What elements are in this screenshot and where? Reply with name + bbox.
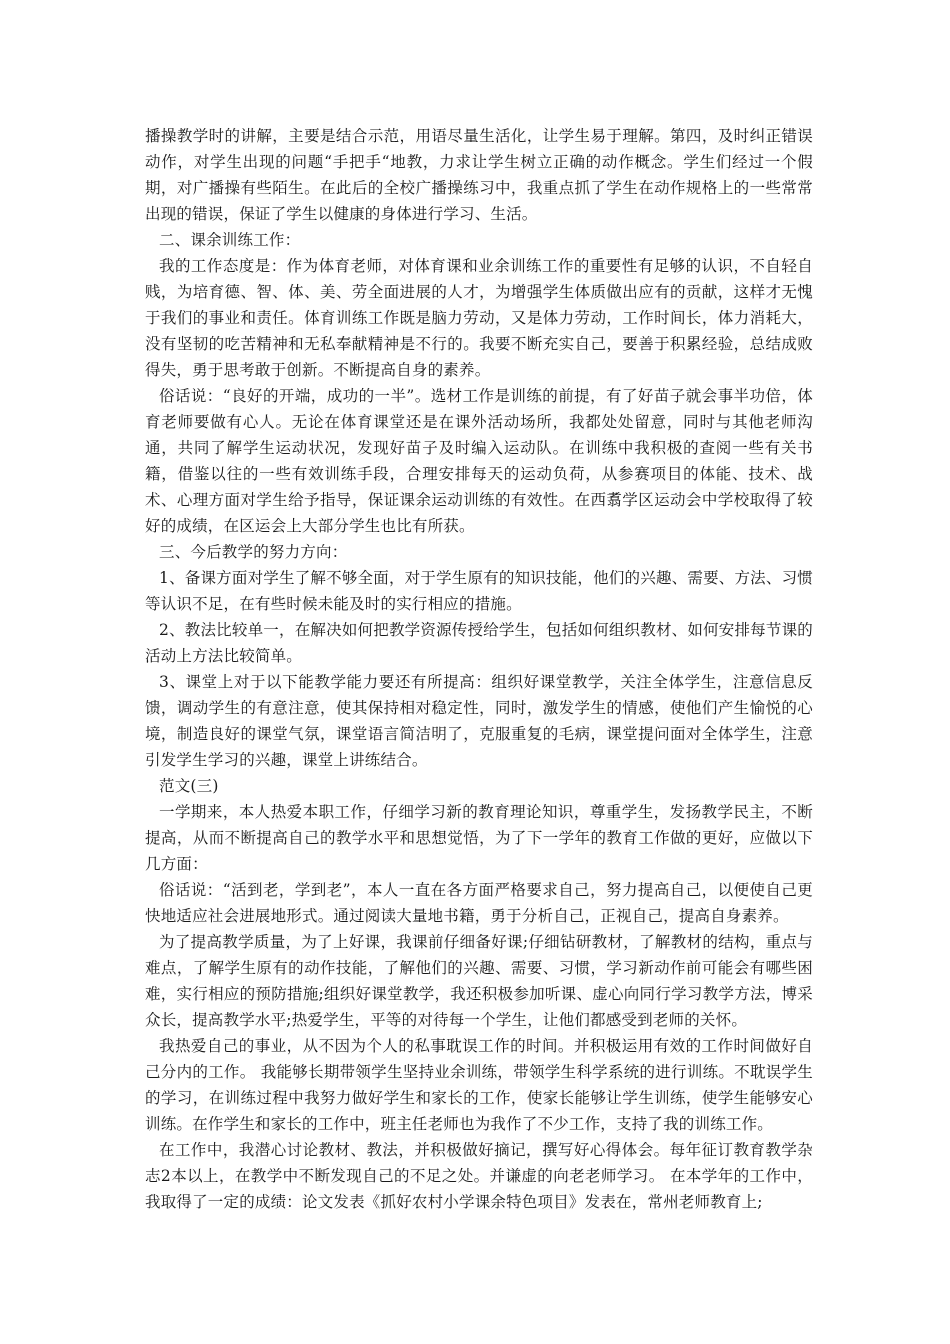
paragraph-semester-intro: 一学期来，本人热爱本职工作，仔细学习新的教育理论知识，尊重学生，发扬教学民主，不断提高，从而不断提高自己的教学水平和思想觉悟，为了下一学年的教育工作做的更好，应做以下几方面： [145, 803, 813, 873]
paragraph-item-1: 1、备课方面对学生了解不够全面，对于学生原有的知识技能，他们的兴趣、需要、方法、习惯等认识不足，在有些时候未能及时的实行相应的措施。 [145, 569, 813, 613]
paragraph-item-2: 2、教法比较单一，在解决如何把教学资源传授给学生，包括如何组织教材、如何安排每节课的活动上方法比较简单。 [145, 621, 813, 665]
paragraph-dedication: 我热爱自己的事业，从不因为个人的私事耽误工作的时间。并积极运用有效的工作时间做好自己分内的工作。 我能够长期带领学生坚持业余训练，带领学生科学系统的进行训练。不耽误学生的学习，在训练过程中我努力做好学生和家长的工作，使家长能够让学生训练，使学生能够安心训练。在作学生和家长的工作中，班主任老师也为我作了不少工作，支持了我的训练工作。 [145, 1037, 813, 1133]
paragraph-item-3: 3、课堂上对于以下能教学能力要还有所提高：组织好课堂教学，关注全体学生，注意信息反馈，调动学生的有意注意，使其保持相对稳定性，同时，激发学生的情感，使他们产生愉悦的心境，制造良好的课堂气氛，课堂语言简洁明了，克服重复的毛病，课堂提问面对全体学生，注意引发学生学习的兴趣，课堂上讲练结合。 [145, 673, 813, 769]
document-body [145, 123, 813, 1215]
paragraph-teaching-quality: 为了提高教学质量，为了上好课，我课前仔细备好课;仔细钻研教材，了解教材的结构，重点与难点，了解学生原有的动作技能，了解他们的兴趣、需要、习惯，学习新动作前可能会有哪些困难，实行相应的预防措施;组织好课堂教学，我还积极参加听课、虚心向同行学习教学方法，博采众长，提高教学水平;热爱学生，平等的对待每一个学生，让他们都感受到老师的关怀。 [145, 933, 813, 1029]
paragraph-continuation: 播操教学时的讲解，主要是结合示范，用语尽量生活化，让学生易于理解。第四，及时纠正错误动作，对学生出现的问题“手把手“地教，力求让学生树立正确的动作概念。学生们经过一个假期，对广播操有些陌生。在此后的全校广播操练习中，我重点抓了学生在动作规格上的一些常常出现的错误，保证了学生以健康的身体进行学习、生活。 [145, 127, 813, 223]
paragraph-work-attitude: 我的工作态度是：作为体育老师，对体育课和业余训练工作的重要性有足够的认识，不自轻自贱，为培育德、智、体、美、劳全面进展的人才，为增强学生体质做出应有的贡献，这样才无愧于我们的事业和责任。体育训练工作既是脑力劳动，又是体力劳动，工作时间长，体力消耗大，没有坚韧的吃苦精神和无私奉献精神是不行的。我要不断充实自己，要善于积累经验，总结成败得失，勇于思考敢于创新。不断提高自身的素养。 [145, 257, 813, 379]
section-heading-future-direction: 三、今后教学的努力方向： [159, 543, 348, 561]
section-heading-extracurricular-training: 二、课余训练工作： [159, 231, 301, 249]
section-heading-sample-3: 范文(三) [159, 777, 219, 795]
paragraph-research: 在工作中，我潜心讨论教材、教法，并积极做好摘记，撰写好心得体会。每年征订教育教学杂志2本以上，在教学中不断发现自己的不足之处。并谦虚的向老老师学习。 在本学年的工作中，我取得了一定的成绩：论文发表《抓好农村小学课余特色项目》发表在，常州老师教育上; [145, 1141, 813, 1211]
paragraph-lifelong-learning: 俗话说：“活到老，学到老”，本人一直在各方面严格要求自己，努力提高自己，以便使自己更快地适应社会进展地形式。通过阅读大量地书籍，勇于分析自己，正视自己，提高自身素养。 [145, 881, 813, 925]
paragraph-talent-selection: 俗话说：“良好的开端，成功的一半”。选材工作是训练的前提，有了好苗子就会事半功倍，体育老师要做有心人。无论在体育课堂还是在课外活动场所，我都处处留意，同时与其他老师沟通，共同了解学生运动状况，发现好苗子及时编入运动队。在训练中我积极的查阅一些有关书籍，借鉴以往的一些有效训练手段，合理安排每天的运动负荷，从参赛项目的体能、技术、战术、心理方面对学生给予指导，保证课余运动训练的有效性。在西翥学区运动会中学校取得了较好的成绩，在区运会上大部分学生也比有所获。 [145, 387, 813, 535]
